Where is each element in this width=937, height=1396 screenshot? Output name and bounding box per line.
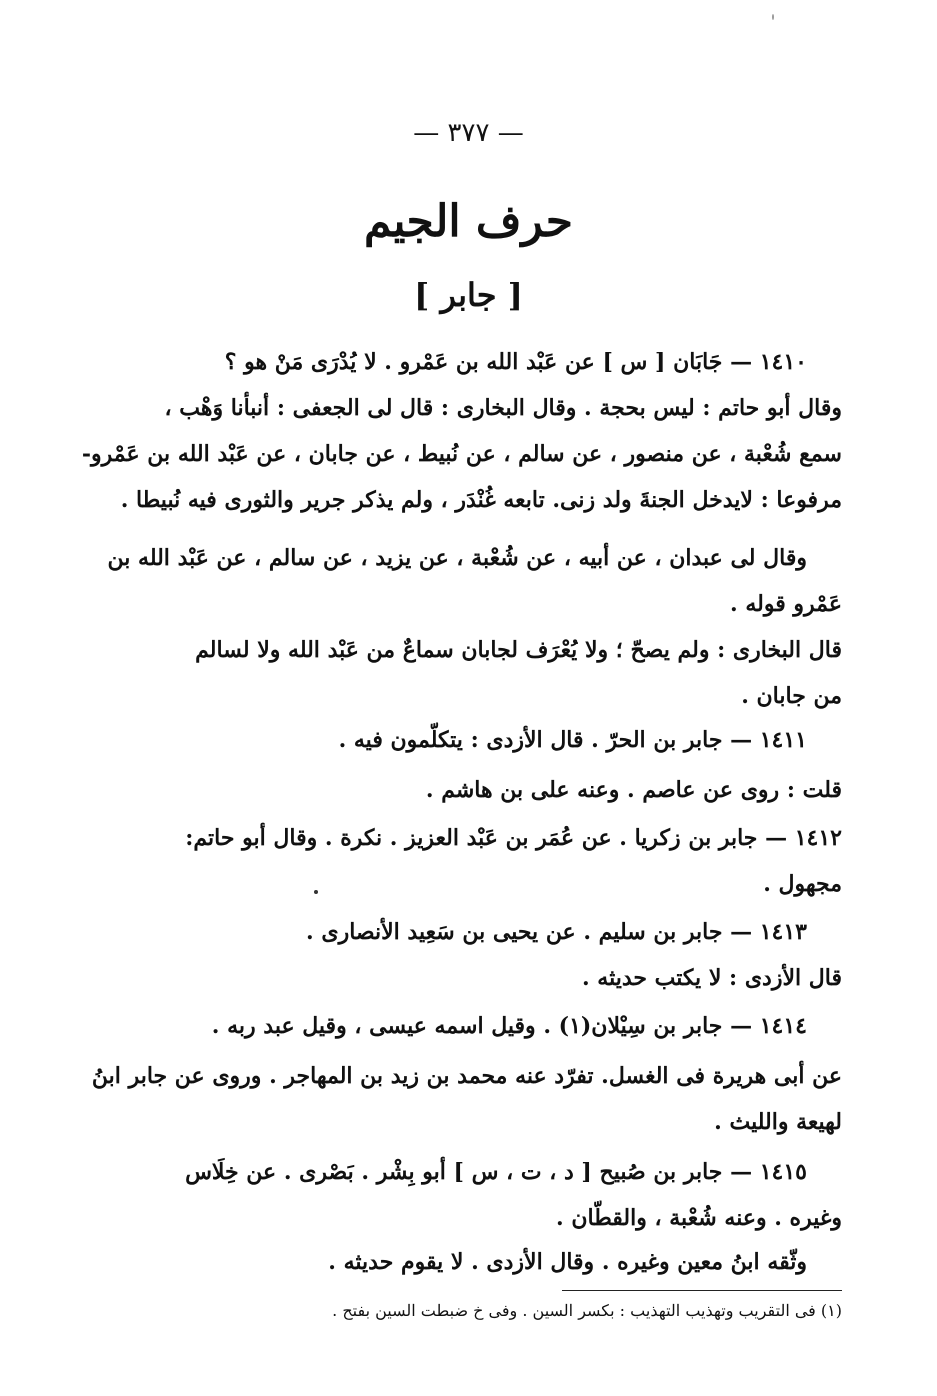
entry-1410-text: سمع شُعْبة ، عن منصور ، عن سالم ، عن نُبيط ، عن جابان ، عن عَبْد الله بن عَمْرو- xyxy=(81,441,842,467)
entry-1411-text: قلت : روى عن عاصم . وعنه على بن هاشم . xyxy=(425,777,842,803)
entry-1414-heading: ١٤١٤ — جابر بن سِيْلان(١) . وقيل اسمه عيسى ، وقيل عبد ربه . xyxy=(211,1013,807,1039)
footnote: (١) فى التقريب وتهذيب التهذيب : بكسر السين . وفى خ ضبطت السين بفتح . xyxy=(332,1301,842,1320)
entry-1415-text: وغيره . وعنه شُعْبة ، والقطّان . xyxy=(556,1205,842,1231)
entry-1410-text: مرفوعا : لايدخل الجنةَ ولد زنى. تابعه غُنْدَر ، ولم يذكر جرير والثورى فيه نُبيطا . xyxy=(120,487,842,513)
subsection-title: [ جابر ] xyxy=(414,276,523,314)
entry-1410-heading: ١٤١٠ — جَابَان [ س ] عن عَبْد الله بن عَمْرو . لا يُدْرَى مَنْ هو ؟ xyxy=(224,349,807,375)
entry-1410-text: من جابان . xyxy=(741,683,842,709)
entry-1410-text: قال البخارى : ولم يصحّ ؛ ولا يُعْرَف لجابان سماعٌ من عَبْد الله ولا لسالم xyxy=(195,637,842,663)
entry-1413-text: قال الأزدى : لا يكتب حديثه . xyxy=(581,965,842,991)
entry-1415-text: وثّقه ابنُ معين وغيره . وقال الأزدى . لا يقوم حديثه . xyxy=(328,1249,807,1275)
ink-speck xyxy=(772,14,774,20)
entry-1410-text: وقال أبو حاتم : ليس بحجة . وقال البخارى : قال لى الجعفى : أنبأنا وَهْب ، xyxy=(164,395,842,421)
page-number: — ٣٧٧ — xyxy=(413,118,524,148)
section-title: حرف الجيم xyxy=(364,196,573,247)
entry-1414-text: عن أبى هريرة فى الغسل. تفرّد عنه محمد بن زيد بن المهاجر . وروى عن جابر ابنُ xyxy=(91,1063,842,1089)
entry-1414-text: لهيعة والليث . xyxy=(714,1109,842,1135)
entry-1410-text: وقال لى عبدان ، عن أبيه ، عن شُعْبة ، عن يزيد ، عن سالم ، عن عَبْد الله بن xyxy=(107,545,807,571)
entry-1415-heading: ١٤١٥ — جابر بن صُبيح [ د ، ت ، س ] أبو بِشْر . بَصْرى . عن خِلَاس xyxy=(185,1159,807,1185)
ink-speck xyxy=(314,890,318,894)
entry-1412-text: مجهول . xyxy=(763,871,842,897)
entry-1413-heading: ١٤١٣ — جابر بن سليم . عن يحيى بن سَعِيد الأنصارى . xyxy=(306,919,807,945)
footnote-divider xyxy=(562,1290,842,1291)
entry-1410-text: عَمْرو قوله . xyxy=(730,591,842,617)
entry-1411-heading: ١٤١١ — جابر بن الحرّ . قال الأزدى : يتكلّمون فيه . xyxy=(338,727,807,753)
entry-1412-heading: ١٤١٢ — جابر بن زكريا . عن عُمَر بن عَبْد العزيز . نكرة . وقال أبو حاتم: xyxy=(185,825,842,851)
